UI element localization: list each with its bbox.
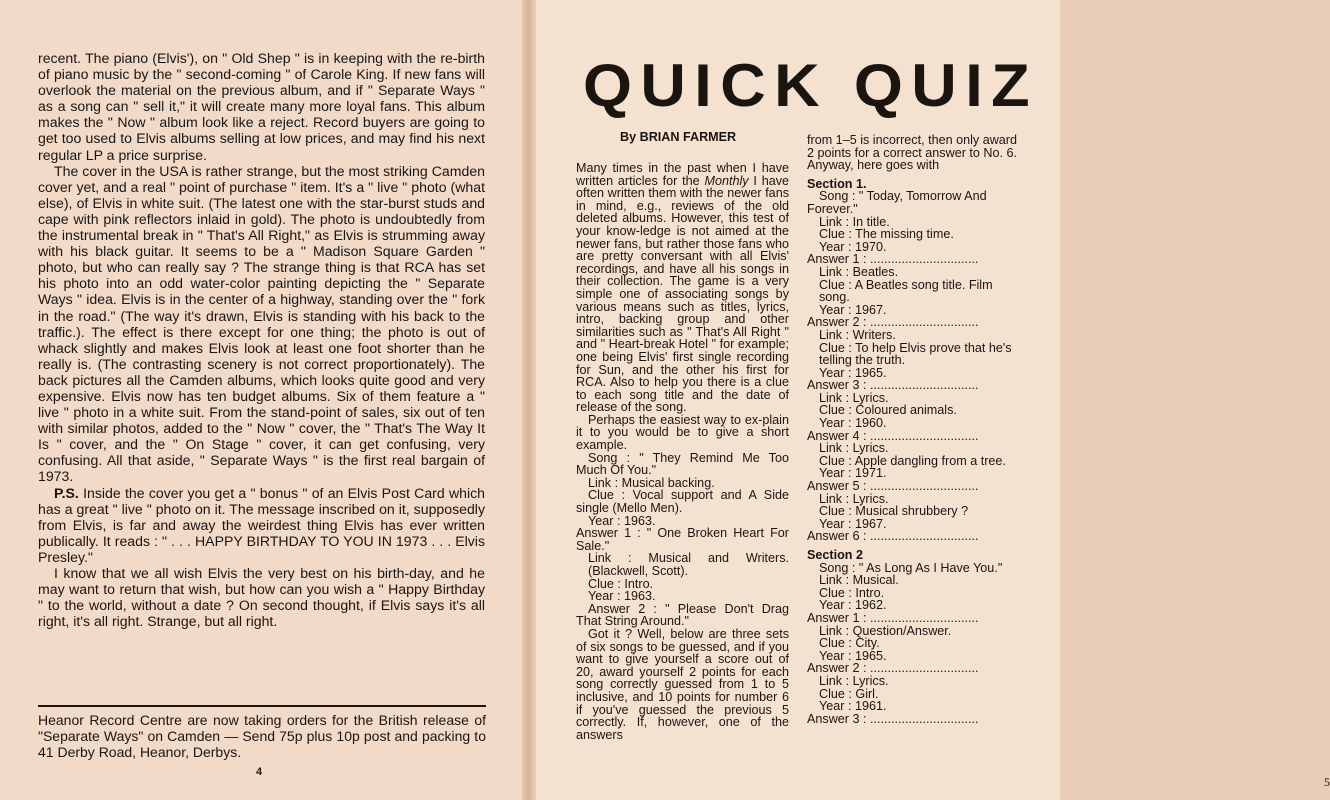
divider-rule [38, 705, 486, 707]
quiz-link: Link : Musical. [819, 573, 899, 588]
section-heading: Section 1. [807, 176, 867, 191]
quiz-clue: Clue : To help Elvis prove that he's telling the truth. [819, 340, 1012, 368]
page-title: QUICK QUIZ [583, 52, 1038, 119]
quiz-year: Year : 1971. [819, 466, 887, 481]
intro-text: I have often written them with the newer fans in mind, e.g., reviews of the old deleted albums. However, this test of your know-ledge is not aimed at the newer fans, but rather those fans who are pretty conversant with all Elvis' recordings, and have all his songs in their collection. The game is a very simple one of associating songs by various means such as titles, lyrics, intro, backing group and other similarities such as " That's All Right " and " Heart-break Hotel " for example; one being Elvis' first single recording for Sun, and the other his first for RCA. Also to help you there is a clue to each song title and the date of release of the song. [576, 173, 789, 415]
quiz-year: Year : 1960. [819, 416, 887, 431]
quiz-link: Link : Lyrics. [819, 390, 889, 405]
quiz-link: Link : Beatles. [819, 264, 899, 279]
example-answer: Answer 1 : " One Broken Heart For Sale." [576, 526, 789, 553]
quiz-answer: Answer 1 : ............................... [807, 610, 979, 625]
example-year: Year : 1963. [588, 589, 656, 604]
page-number: 4 [256, 766, 263, 778]
byline: By BRIAN FARMER [620, 130, 737, 144]
quiz-year: Year : 1965. [819, 648, 887, 663]
quiz-column-2 [807, 134, 1021, 725]
quiz-clue: Clue : Musical shrubbery ? [819, 504, 969, 519]
quiz-clue: Clue : Apple dangling from a tree. [819, 453, 1006, 468]
left-page [0, 0, 528, 800]
quiz-column-1 [576, 162, 789, 741]
quiz-year: Year : 1967. [819, 302, 887, 317]
example-song: Song : " They Remind Me Too Much Of You." [576, 450, 789, 478]
ps-text: Inside the cover you get a " bonus " of an Elvis Post Card which has a great " live " photo on it. The message inscribed on it, supposedly from Elvis, is far and away the weirdest thing Elvis has ever written publically. It reads : " . . . HAPPY BIRTHDAY TO YOU IN 1973 . . . Elvis Presley." [38, 484, 485, 565]
intro-emphasis: Monthly [704, 173, 749, 188]
quiz-clue: Clue : Coloured animals. [819, 403, 957, 418]
quiz-answer: Answer 5 : ............................... [807, 479, 979, 494]
quiz-clue: Clue : City. [819, 636, 880, 651]
quiz-answer: Answer 6 : ............................... [807, 529, 979, 544]
quiz-link: Link : Lyrics. [819, 441, 889, 456]
quiz-clue: Clue : Girl. [819, 686, 879, 701]
quiz-clue: Clue : A Beatles song title. Film song. [819, 277, 993, 305]
quiz-year: Year : 1965. [819, 365, 887, 380]
quiz-year: Year : 1970. [819, 239, 887, 254]
book-gutter [522, 0, 536, 800]
section-heading: Section 2 [807, 548, 863, 562]
closing-paragraph: I know that we all wish Elvis the very best on his birth-day, and he may want to return that wish, but how can you wish a " Happy Birthday " to the world, without a date ? On second thought, if Elvis says it's all right, it's all right. Strange, but all right. [38, 565, 485, 630]
right-page [528, 0, 1330, 800]
quiz-year: Year : 1967. [819, 516, 887, 531]
intro-paragraph [576, 162, 789, 414]
quiz-link: Link : Lyrics. [819, 673, 889, 688]
quiz-answer: Answer 2 : ............................... [807, 661, 979, 676]
quiz-answer: Answer 1 : ............................... [807, 252, 979, 267]
example-year: Year : 1963. [588, 513, 656, 528]
quiz-year: Year : 1962. [819, 598, 887, 613]
quiz-year: Year : 1961. [819, 699, 887, 714]
quiz-answer: Answer 2 : ............................... [807, 315, 979, 330]
quiz-answer: Answer 3 : ............................... [807, 378, 979, 393]
quiz-song: Song : " As Long As I Have You." [819, 560, 1003, 575]
quiz-link: Link : In title. [819, 214, 890, 229]
example-link: Link : Musical and Writers. (Blackwell, Scott). [588, 551, 789, 578]
body-paragraph: Perhaps the easiest way to ex-plain it to you would be to give a short example. [576, 412, 789, 453]
example-clue: Clue : Intro. [588, 576, 654, 591]
advert-notice: Heanor Record Centre are now taking orders for the British release of "Separate Ways" on Camden — Send 75p plus 10p post and packing to 41 Derby Road, Heanor, Derbys. [38, 712, 486, 760]
quiz-clue: Clue : The missing time. [819, 227, 954, 242]
intro-text: Many times in the past when I have written articles for the [576, 161, 789, 188]
page-number: 5 [1324, 775, 1330, 789]
article-paragraph: recent. The piano (Elvis'), on " Old Shep " is in keeping with the re-birth of piano music by the " second-coming " of Carole King. If new fans will overlook the material on the previous album, and if " Separate Ways " as a song can " sell it," it will create many more loyal fans. This album makes the " Now " album look like a reject. Record buyers are going to get too used to Elvis albums selling at low prices, and may find his next regular LP a price surprise. [38, 50, 485, 163]
article-paragraph: The cover in the USA is rather strange, but the most striking Camden cover yet, and a real " point of purchase " item. It's a " live " photo (what else), of Elvis in white suit. (The latest one with the star-burst studs and cape with pink reflectors inlaid in gold). The photo is undoubtedly from the instrumental break in " That's All Right," as Elvis is strumming away with his black guitar. It seems to be a " Madison Square Garden " photo, but who can really say ? The strange thing is that RCA has set his photo into an odd water-color painting depicting the " Separate Ways " idea. Elvis is in the center of a highway, standing over the " fork in the road." (The way it's drawn, Elvis is standing with his back to the traffic.). The effect is there except for one thing; the photo is out of whack slightly and makes Elvis look at least one foot shorter than he really is. (The contrasting scenery is not correct proportionately). The back pictures all the Camden albums, which looks quite good and very expensive. Elvis now has ten budget albums. Six of them feature a " live " photo in a white suit. From the stand-point of sales, six out of ten with similar photos, added to the " Now " cover, the " That's The Way It Is " cover, and the " On Stage " cover, it can get confusing, very confusing. All that aside, " Separate Ways " is the first real bargain of 1973. [38, 162, 485, 485]
example-clue: Clue : Vocal support and A Side single (Mello Men). [576, 488, 789, 516]
quiz-link: Link : Writers. [819, 327, 896, 342]
example-answer: Answer 2 : " Please Don't Drag That String Around." [576, 601, 789, 629]
quiz-clue: Clue : Intro. [819, 585, 885, 600]
ps-label: P.S. [54, 484, 79, 501]
body-paragraph: from 1–5 is incorrect, then only award 2 points for a correct answer to No. 6. Anyway, here goes with [807, 133, 1017, 173]
quiz-link: Link : Lyrics. [819, 491, 889, 506]
quiz-link: Link : Question/Answer. [819, 623, 952, 638]
ps-paragraph [38, 485, 485, 565]
left-article-text [38, 50, 485, 629]
example-link: Link : Musical backing. [588, 475, 715, 490]
quiz-song: Song : " Today, Tomorrow And Forever." [807, 189, 987, 216]
body-paragraph: Got it ? Well, below are three sets of six songs to be guessed, and if you want to give yourself a score out of 20, award yourself 2 points for each song correctly guessed from 1 to 5 inclusive, and 10 points for number 6 if you've guessed the previous 5 correctly. If, however, one of the answers [576, 626, 789, 742]
quiz-answer: Answer 3 : ............................... [807, 711, 979, 726]
quiz-answer: Answer 4 : ............................... [807, 428, 979, 443]
